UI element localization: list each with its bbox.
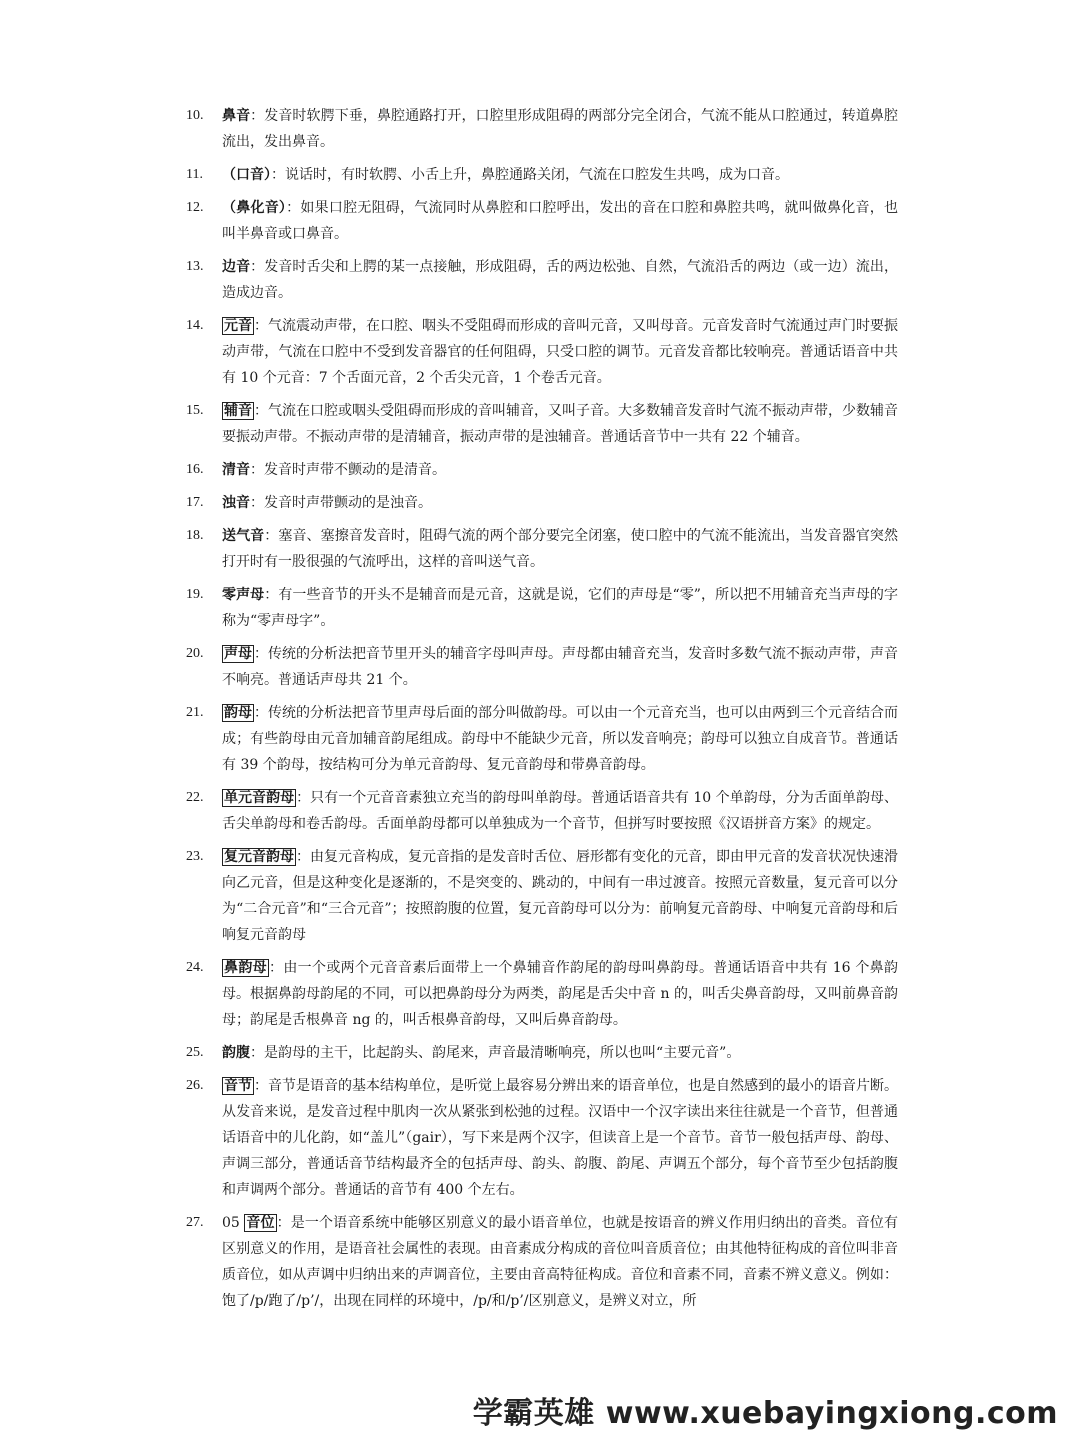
entry-number: 13.	[186, 259, 204, 274]
entry-body	[222, 490, 898, 516]
entry-separator: ：	[250, 462, 264, 478]
entry-body	[222, 398, 898, 450]
entry-separator: ：	[250, 1045, 264, 1061]
glossary-entry	[186, 103, 898, 155]
entry-body	[222, 700, 898, 778]
glossary-entry	[186, 1073, 898, 1203]
entry-term: 边音	[222, 259, 251, 275]
entry-definition: 发音时舌尖和上腭的某一点接触，形成阻碍，舌的两边松弛、自然，气流沿舌的两边（或一边）流出，造成边音。	[222, 259, 899, 301]
glossary-entry	[186, 955, 898, 1033]
entry-body	[222, 195, 898, 247]
entry-separator: ：	[254, 705, 268, 721]
glossary-entry	[186, 844, 898, 948]
glossary-entry	[186, 490, 898, 516]
entry-separator: ：	[269, 960, 284, 976]
entry-number: 26.	[186, 1078, 204, 1093]
entry-body	[222, 1210, 898, 1314]
entry-number: 16.	[186, 462, 204, 477]
entry-definition: 气流在口腔或咽头受阻碍而形成的音叫辅音，又叫子音。大多数辅音发音时气流不振动声带，少数辅音要振动声带。不振动声带的是清辅音，振动声带的是浊辅音。普通话音节中一共有 22 个辅音。	[222, 403, 898, 445]
entry-number: 11.	[186, 167, 203, 182]
entry-number: 20.	[186, 646, 204, 661]
entry-term: 复元音韵母	[224, 849, 294, 865]
glossary-entry	[186, 1040, 898, 1066]
entry-number: 24.	[186, 960, 204, 975]
entry-body	[222, 641, 898, 693]
entry-separator: ：	[254, 318, 268, 334]
entry-body	[222, 313, 898, 391]
entry-definition: 如果口腔无阻碍，气流同时从鼻腔和口腔呼出，发出的音在口腔和鼻腔共鸣，就叫做鼻化音，也叫半鼻音或口鼻音。	[222, 200, 898, 242]
glossary-entry	[186, 457, 898, 483]
entry-definition: 传统的分析法把音节里开头的辅音字母叫声母。声母都由辅音充当，发音时多数气流不振动声带，声音不响亮。普通话声母共 21 个。	[222, 646, 898, 688]
entry-term: 声母	[224, 646, 252, 662]
glossary-entry	[186, 523, 898, 575]
entry-definition: 传统的分析法把音节里声母后面的部分叫做韵母。可以由一个元音充当，也可以由两到三个元音结合而成；有些韵母由元音加辅音韵尾组成。韵母中不能缺少元音，所以发音响亮；韵母可以独立自成音节。普通话有 39 个韵母，按结构可分为单元音韵母、复元音韵母和带鼻音韵母。	[222, 705, 898, 773]
entry-number: 19.	[186, 587, 204, 602]
entry-term: （口音）	[222, 167, 271, 183]
entry-body	[222, 1073, 898, 1203]
entry-separator: ：	[271, 167, 285, 183]
entry-number: 18.	[186, 528, 204, 543]
entry-definition: 发音时声带不颤动的是清音。	[264, 462, 446, 478]
entry-number: 21.	[186, 705, 204, 720]
entry-term: 音节	[224, 1078, 252, 1094]
entry-number: 25.	[186, 1045, 204, 1060]
entry-term: 清音	[222, 462, 250, 478]
entry-term: 单元音韵母	[224, 790, 295, 806]
glossary-entry	[186, 254, 898, 306]
entry-number: 15.	[186, 403, 204, 418]
entry-number: 12.	[186, 200, 204, 215]
entry-term: 元音	[224, 318, 252, 334]
entry-definition: 有一些音节的开头不是辅音而是元音，这就是说，它们的声母是“零”，所以把不用辅音充当声母的字称为“零声母字”。	[222, 587, 899, 629]
entry-body	[222, 1040, 898, 1066]
entry-body	[222, 523, 898, 575]
entry-term: 零声母	[222, 587, 265, 603]
glossary-entry	[186, 700, 898, 778]
glossary-entry	[186, 398, 898, 450]
entry-body	[222, 582, 898, 634]
entry-definition: 音节是语音的基本结构单位，是听觉上最容易分辨出来的语音单位，也是自然感到的最小的语音片断。从发音来说，是发音过程中肌肉一次从紧张到松弛的过程。汉语中一个汉字读出来往往就是一个音节，但普通话语音中的儿化韵，如“盖儿”（gair），写下来是两个汉字，但读音上是一个音节。音节一般包括声母、韵母、声调三部分，普通话音节结构最齐全的包括声母、韵头、韵腹、韵尾、声调五个部分，每个音节至少包括韵腹和声调两个部分。普通话的音节有 400 个左右。	[222, 1078, 898, 1198]
entry-separator: ：	[250, 108, 265, 124]
entry-separator: ：	[254, 403, 268, 419]
entry-body	[222, 162, 898, 188]
entry-body	[222, 457, 898, 483]
entry-separator: ：	[264, 528, 279, 544]
entry-body	[222, 955, 898, 1033]
entry-separator: ：	[296, 849, 310, 865]
entry-definition: 气流震动声带，在口腔、咽头不受阻碍而形成的音叫元音，又叫母音。元音发音时气流通过声门时要振动声带，气流在口腔中不受到发音器官的任何阻碍，只受口腔的调节。元音发音都比较响亮。普通话语音中共有 10 个元音：7 个舌面元音，2 个舌尖元音，1 个卷舌元音。	[222, 318, 898, 386]
entry-body	[222, 103, 898, 155]
entry-term: 鼻韵母	[224, 960, 267, 976]
glossary-entry	[186, 641, 898, 693]
entry-body	[222, 254, 898, 306]
entry-number: 27.	[186, 1215, 204, 1230]
entry-term: 音位	[246, 1215, 275, 1231]
entry-separator: ：	[254, 646, 268, 662]
entry-separator: ：	[250, 259, 265, 275]
entry-term: 浊音	[222, 495, 250, 511]
entry-body	[222, 785, 898, 837]
watermark: 学霸英雄 www.xuebayingxiong.com	[472, 1396, 1058, 1431]
glossary-entry	[186, 162, 898, 188]
entry-separator: ：	[276, 1215, 291, 1231]
entry-number: 23.	[186, 849, 204, 864]
glossary-list	[186, 103, 898, 1321]
glossary-entry	[186, 313, 898, 391]
entry-definition: 由一个或两个元音音素后面带上一个鼻辅音作韵尾的韵母叫鼻韵母。普通话语音中共有 16 个鼻韵母。根据鼻韵母韵尾的不同，可以把鼻韵母分为两类，韵尾是舌尖中音 n 的，叫舌尖鼻音韵母，又叫前鼻音韵母；韵尾是舌根鼻音 ng 的，叫舌根鼻音韵母，又叫后鼻音韵母。	[222, 960, 899, 1028]
entry-separator: ：	[286, 200, 301, 216]
entry-definition: 是一个语音系统中能够区别意义的最小语音单位，也就是按语音的辨义作用归纳出的音类。音位有区别意义的作用，是语音社会属性的表现。由音素成分构成的音位叫音质音位；由其他特征构成的音位叫非音质音位，如从声调中归纳出来的声调音位，主要由音高特征构成。音位和音素不同，音素不辨义意义。例如：饱了/p/跑了/p’/，出现在同样的环境中，/p/和/p’/区别意义，是辨义对立，所	[222, 1215, 898, 1309]
entry-prefix: 05	[222, 1215, 245, 1231]
entry-term: 韵母	[224, 705, 252, 721]
entry-term: （鼻化音）	[222, 200, 287, 216]
entry-number: 14.	[186, 318, 204, 333]
entry-definition: 是韵母的主干，比起韵头、韵尾来，声音最清晰响亮，所以也叫“主要元音”。	[264, 1045, 741, 1061]
entry-definition: 由复元音构成，复元音指的是发音时舌位、唇形都有变化的元音，即由甲元音的发音状况快速滑向乙元音，但是这种变化是逐渐的，不是突变的、跳动的，中间有一串过渡音。按照元音数量，复元音可以分为“二合元音”和“三合元音”；按照韵腹的位置，复元音韵母可以分为：前响复元音韵母、中响复元音韵母和后响复元音韵母	[222, 849, 898, 943]
entry-separator: ：	[250, 495, 264, 511]
entry-term: 送气音	[222, 528, 265, 544]
entry-number: 22.	[186, 790, 204, 805]
entry-number: 17.	[186, 495, 204, 510]
entry-definition: 发音时软腭下垂，鼻腔通路打开，口腔里形成阻碍的两部分完全闭合，气流不能从口腔通过，转道鼻腔流出，发出鼻音。	[222, 108, 899, 150]
glossary-entry	[186, 1210, 898, 1314]
entry-body	[222, 844, 898, 948]
glossary-entry	[186, 195, 898, 247]
entry-definition: 只有一个元音音素独立充当的韵母叫单韵母。普通话语音共有 10 个单韵母，分为舌面单韵母、舌尖单韵母和卷舌韵母。舌面单韵母都可以单独成为一个音节，但拼写时要按照《汉语拼音方案》的规定。	[222, 790, 899, 832]
entry-term: 辅音	[224, 403, 252, 419]
entry-separator: ：	[296, 790, 311, 806]
entry-term: 鼻音	[222, 108, 251, 124]
glossary-entry	[186, 785, 898, 837]
entry-definition: 说话时，有时软腭、小舌上升，鼻腔通路关闭，气流在口腔发生共鸣，成为口音。	[285, 167, 789, 183]
entry-definition: 发音时声带颤动的是浊音。	[264, 495, 432, 511]
entry-definition: 塞音、塞擦音发音时，阻碍气流的两个部分要完全闭塞，使口腔中的气流不能流出，当发音器官突然打开时有一股很强的气流呼出，这样的音叫送气音。	[222, 528, 899, 570]
entry-term: 韵腹	[222, 1045, 250, 1061]
entry-number: 10.	[186, 108, 204, 123]
entry-separator: ：	[254, 1078, 268, 1094]
glossary-entry	[186, 582, 898, 634]
entry-separator: ：	[264, 587, 279, 603]
